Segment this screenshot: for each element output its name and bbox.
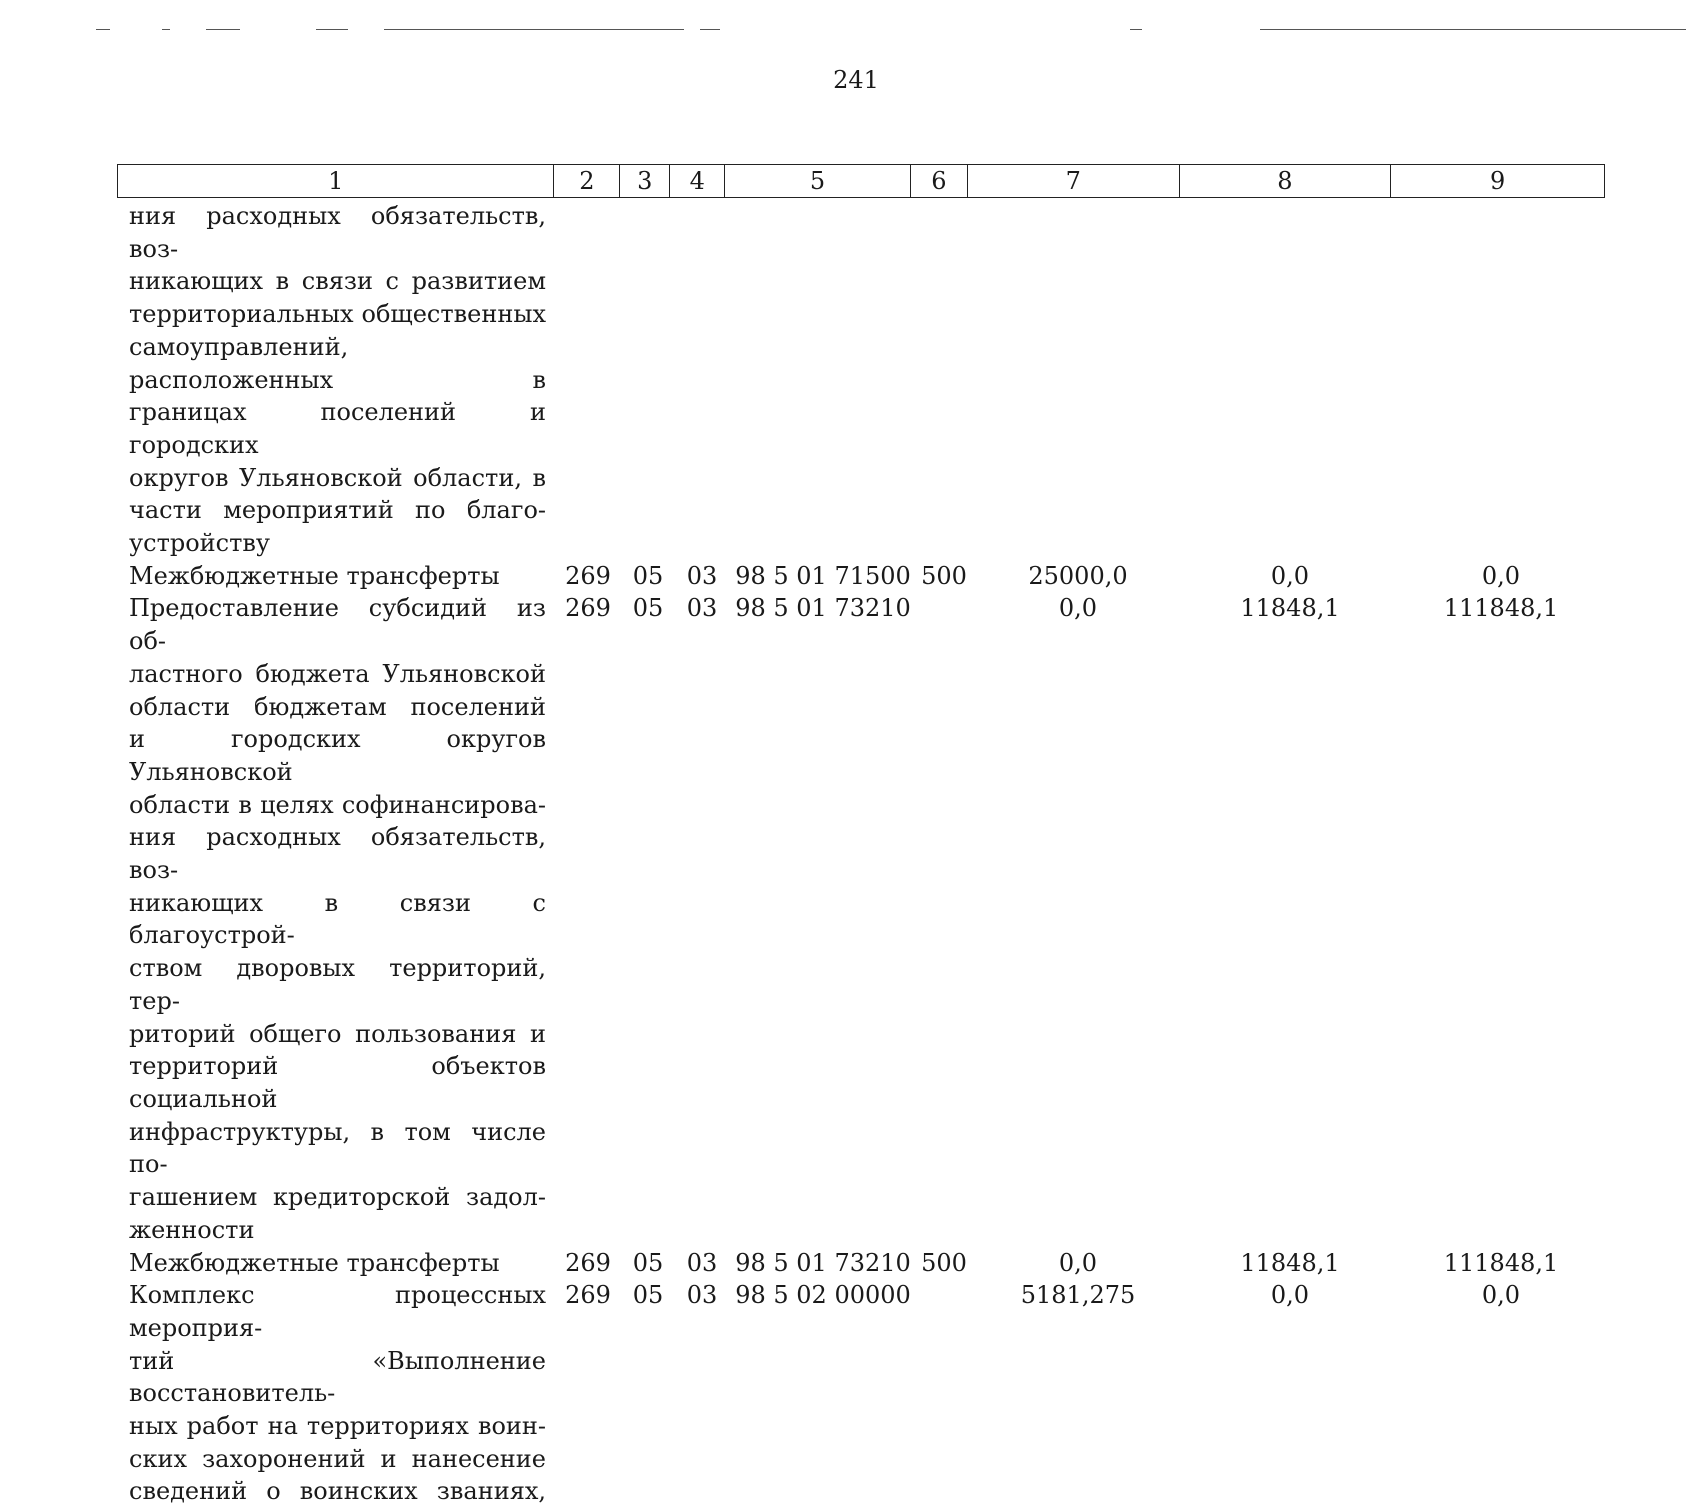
cell-subsection: 03 — [686, 561, 718, 590]
cell-ministry-code: 269 — [565, 594, 611, 623]
description-line: никающих в связи с развитием — [129, 267, 546, 296]
cell-amount-col7: 0,0 — [1058, 594, 1098, 623]
column-header-8: 8 — [1180, 165, 1392, 197]
cell-target-article: 98 5 01 71500 — [735, 561, 911, 590]
table-row — [0, 200, 1698, 560]
column-header-2: 2 — [554, 165, 620, 197]
scan-artifact-line — [316, 29, 348, 30]
scan-artifact-line — [384, 29, 684, 30]
description-line: ния расходных обязательств, воз- — [129, 202, 546, 263]
cell-target-article: 98 5 01 73210 — [735, 1248, 911, 1277]
cell-subsection: 03 — [686, 1248, 718, 1277]
scan-artifact-line — [700, 29, 720, 30]
table-body — [0, 200, 1698, 1508]
cell-amount-col7: 5181,275 — [1020, 1281, 1136, 1310]
column-header-1: 1 — [118, 165, 554, 197]
cell-amount-col9: 0,0 — [1481, 561, 1521, 590]
scan-artifact-line — [1260, 29, 1686, 30]
cell-section: 05 — [632, 1281, 664, 1310]
table-row — [0, 1247, 1698, 1280]
column-header-7: 7 — [968, 165, 1180, 197]
description-line: ластного бюджета Ульяновской — [129, 659, 546, 688]
description-line: границах поселений и городских — [129, 398, 546, 459]
cell-ministry-code: 269 — [565, 561, 611, 590]
description-line: ния расходных обязательств, воз- — [129, 823, 546, 885]
description-line: женности — [129, 1215, 255, 1244]
cell-ministry-code: 269 — [565, 1281, 611, 1310]
row-description — [129, 200, 546, 560]
cell-amount-col9: 0,0 — [1481, 1281, 1521, 1310]
scan-artifact-line — [1130, 29, 1142, 30]
description-line: Комплекс процессных мероприя- — [129, 1281, 546, 1342]
description-line: области в целях софинансирова- — [129, 790, 546, 819]
description-line: гашением кредиторской задол- — [129, 1183, 546, 1212]
cell-amount-col8: 0,0 — [1270, 561, 1310, 590]
description-line: ских захоронений и нанесение — [129, 1444, 546, 1473]
scan-artifact-line — [96, 29, 110, 30]
description-line: Предоставление субсидий из об- — [129, 594, 546, 656]
description-line: риторий общего пользования и — [129, 1019, 546, 1048]
cell-amount-col8: 0,0 — [1270, 1281, 1310, 1310]
column-header-6: 6 — [911, 165, 968, 197]
description-line: и городских округов Ульяновской — [129, 725, 546, 786]
description-line: Межбюджетные трансферты — [129, 561, 500, 590]
description-line: территорий объектов социальной — [129, 1052, 546, 1113]
cell-section: 05 — [632, 594, 664, 623]
row-description — [129, 592, 546, 1246]
cell-amount-col8: 11848,1 — [1240, 594, 1340, 623]
cell-target-article: 98 5 02 00000 — [735, 1281, 911, 1310]
cell-ministry-code: 269 — [565, 1248, 611, 1277]
cell-section: 05 — [632, 561, 664, 590]
cell-subsection: 03 — [686, 594, 718, 623]
description-line: инфраструктуры, в том числе по- — [129, 1117, 546, 1179]
description-line: области бюджетам поселений — [129, 692, 546, 721]
cell-amount-col9: 111848,1 — [1443, 1248, 1559, 1277]
scan-artifact-line — [162, 29, 170, 30]
column-header-3: 3 — [620, 165, 670, 197]
cell-expense-type: 500 — [921, 1248, 967, 1277]
row-description — [129, 1247, 546, 1280]
description-line: самоуправлений, расположенных в — [129, 332, 546, 394]
cell-amount-col7: 25000,0 — [1028, 561, 1128, 590]
cell-target-article: 98 5 01 73210 — [735, 594, 911, 623]
cell-amount-col9: 111848,1 — [1443, 594, 1559, 623]
description-line: округов Ульяновской области, в — [129, 463, 546, 492]
description-line: территориальных общественных — [129, 300, 546, 329]
row-description — [129, 560, 546, 593]
page-number: 241 — [833, 66, 879, 94]
description-line: Межбюджетные трансферты — [129, 1248, 500, 1277]
row-description — [129, 1279, 546, 1508]
column-header-4: 4 — [670, 165, 725, 197]
cell-expense-type: 500 — [921, 561, 967, 590]
cell-subsection: 03 — [686, 1281, 718, 1310]
table-row — [0, 560, 1698, 593]
description-line: ством дворовых территорий, тер- — [129, 954, 546, 1015]
description-line: сведений о воинских званиях, — [129, 1477, 546, 1506]
table-row — [0, 1279, 1698, 1508]
cell-amount-col8: 11848,1 — [1240, 1248, 1340, 1277]
column-header-9: 9 — [1490, 167, 1506, 195]
cell-section: 05 — [632, 1248, 664, 1277]
column-header-5: 5 — [725, 165, 911, 197]
cell-amount-col7: 0,0 — [1058, 1248, 1098, 1277]
description-line: части мероприятий по благо- — [129, 496, 546, 525]
column-header-row — [117, 164, 1605, 198]
description-line: устройству — [129, 529, 270, 558]
scan-artifact-line — [206, 29, 240, 30]
description-line: тий «Выполнение восстановитель- — [129, 1346, 546, 1408]
description-line: ных работ на территориях воин- — [129, 1412, 546, 1441]
description-line: никающих в связи с благоустрой- — [129, 888, 546, 950]
table-row — [0, 592, 1698, 1246]
